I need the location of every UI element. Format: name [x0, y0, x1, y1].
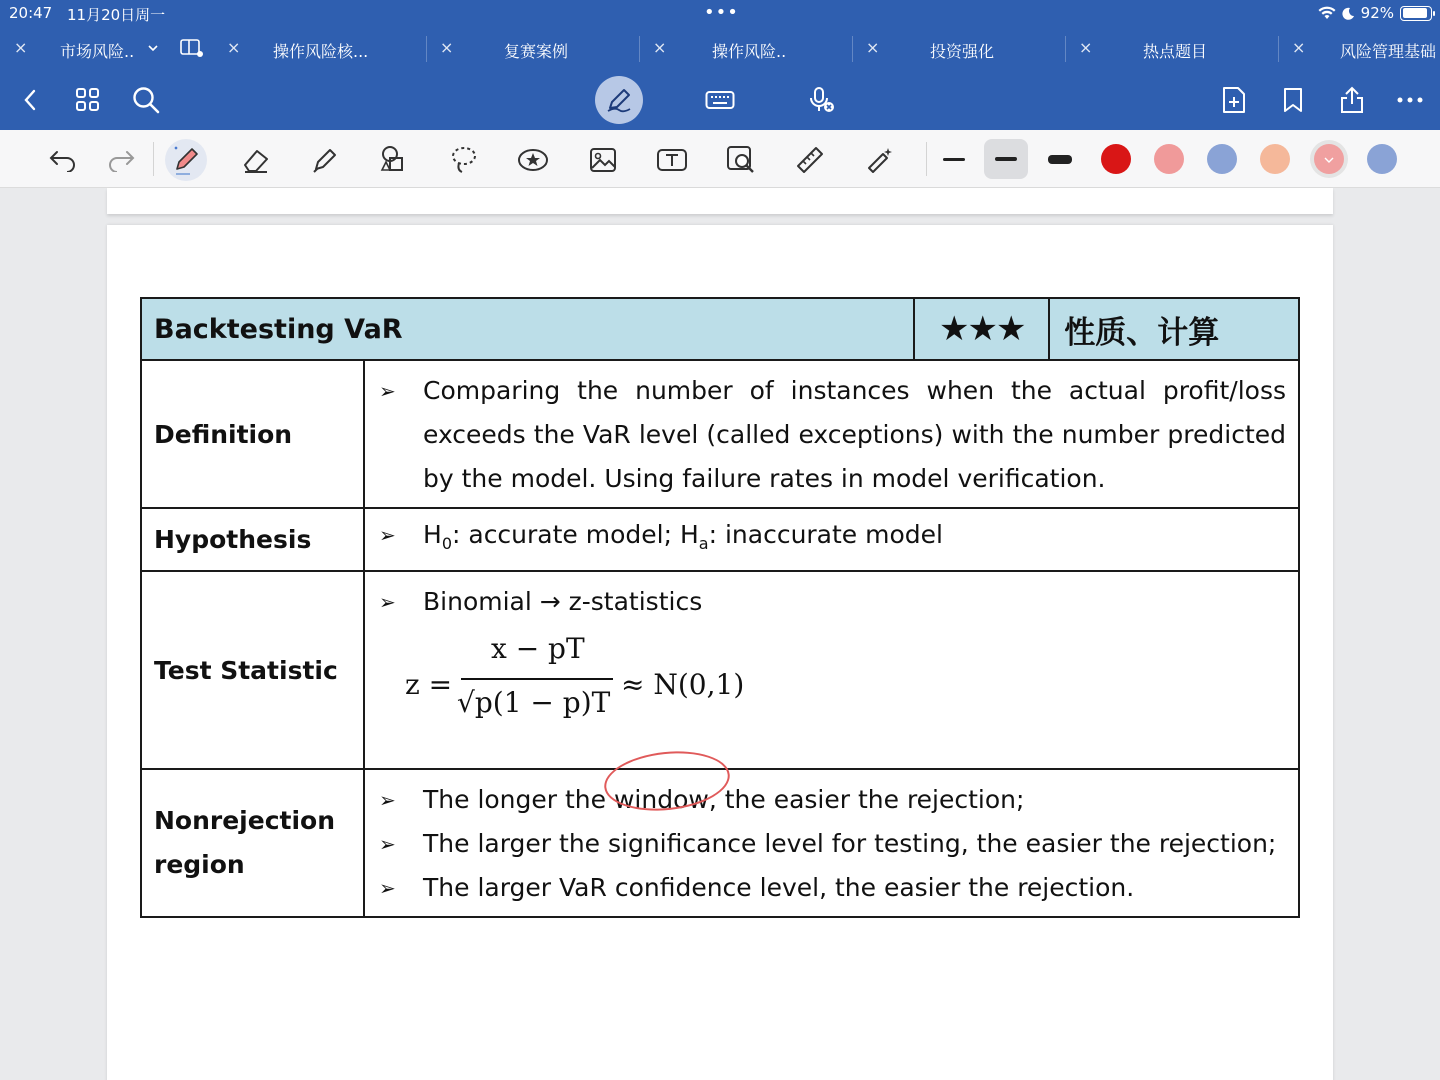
tab-label: 操作风险.. [712, 42, 787, 61]
tab-divider [1065, 36, 1066, 62]
multitask-dots[interactable]: ••• [704, 2, 739, 23]
stroke-thin[interactable] [932, 139, 976, 179]
label-line: Nonrejection [154, 806, 336, 835]
table-row [141, 508, 1299, 571]
search-icon [132, 86, 160, 114]
main-toolbar [0, 70, 1440, 130]
previous-page [107, 188, 1333, 214]
lasso-icon [449, 145, 479, 175]
search-button[interactable] [124, 78, 168, 122]
status-time: 20:47 [9, 4, 53, 22]
formula-numerator: x − pT [491, 632, 585, 665]
add-page-icon [1221, 85, 1247, 115]
battery-icon [1400, 6, 1432, 21]
zoom-icon [726, 145, 756, 175]
tab-divider [639, 36, 640, 62]
back-button[interactable] [8, 78, 52, 122]
tab-label: 风险管理基础 [1340, 42, 1437, 61]
tab-2[interactable] [426, 28, 639, 70]
status-right [1318, 4, 1432, 22]
bullet-item [377, 866, 1286, 910]
mic-button[interactable] [800, 78, 844, 122]
knowledge-table [140, 297, 1300, 918]
formula-rhs: ≈ N(0,1) [621, 668, 745, 701]
pen-tool[interactable] [165, 139, 207, 181]
bullet-arrow-icon: ➢ [379, 379, 396, 403]
more-button[interactable] [1388, 78, 1432, 122]
image-tool[interactable] [582, 139, 624, 181]
highlighter-tool[interactable] [304, 139, 346, 181]
mic-off-icon [807, 85, 837, 115]
h0-symbol: H [423, 520, 442, 549]
chevron-down-icon [1324, 156, 1334, 164]
tab-divider [1278, 36, 1279, 62]
sticker-icon [517, 147, 549, 173]
app-chrome [0, 0, 1440, 130]
table-topic: 性质、计算 [1049, 298, 1299, 360]
lasso-tool[interactable] [443, 139, 485, 181]
nonrejection-item: The larger VaR confidence level, the easier the rejection. [423, 873, 1135, 902]
bookmark-button[interactable] [1271, 78, 1315, 122]
tab-label: 投资强化 [930, 42, 995, 61]
status-bar [0, 0, 1440, 28]
fraction-bar [461, 678, 613, 680]
tab-close-icon[interactable]: × [1292, 38, 1306, 57]
tab-divider [426, 36, 427, 62]
tab-4[interactable] [852, 28, 1065, 70]
ruler-tool[interactable] [789, 139, 831, 181]
zoom-tool[interactable] [720, 139, 762, 181]
bookmark-icon [1282, 86, 1304, 114]
undo-button[interactable] [42, 139, 84, 181]
row-label-hypothesis: Hypothesis [141, 508, 364, 571]
table-row [141, 571, 1299, 769]
highlighter-icon [310, 145, 340, 175]
split-view-icon[interactable] [180, 38, 204, 58]
redo-icon [106, 148, 136, 172]
tab-1[interactable] [213, 28, 426, 70]
tab-close-icon[interactable]: × [653, 38, 667, 57]
chevron-down-icon[interactable] [147, 43, 159, 53]
battery-percent: 92% [1360, 4, 1394, 22]
bullet-item [377, 822, 1286, 866]
tab-close-icon[interactable]: × [440, 38, 454, 57]
nonrejection-item: The larger the significance level for testing, the easier the rejection; [423, 829, 1277, 858]
tab-close-icon[interactable]: × [14, 38, 28, 57]
laser-tool[interactable] [859, 139, 901, 181]
nonrejection-item: The longer the window, the easier the rejection; [423, 785, 1025, 814]
formula-denominator: √p(1 − p)T [457, 686, 611, 719]
row-label-test-statistic: Test Statistic [141, 571, 364, 769]
tab-5[interactable] [1065, 28, 1278, 70]
ha-text: : inaccurate model [708, 520, 943, 549]
sticker-tool[interactable] [512, 139, 554, 181]
bullet-item [377, 513, 1286, 566]
grid-button[interactable] [66, 78, 110, 122]
table-header-row [141, 298, 1299, 360]
bullet-arrow-icon: ➢ [379, 788, 396, 812]
eraser-tool[interactable] [235, 139, 277, 181]
add-page-button[interactable] [1212, 78, 1256, 122]
h0-text: : accurate model; [452, 520, 680, 549]
bullet-item [377, 580, 1286, 624]
redo-button[interactable] [100, 139, 142, 181]
status-date: 11月20日周一 [67, 6, 166, 24]
table-row [141, 360, 1299, 508]
pen-mode-button[interactable] [595, 76, 643, 124]
tab-label: 热点题目 [1143, 42, 1208, 61]
row-body-hypothesis [364, 508, 1299, 571]
laser-icon [864, 144, 896, 176]
tab-bar [0, 28, 1440, 70]
tab-0[interactable] [0, 28, 213, 70]
row-body-test-statistic [364, 571, 1299, 769]
bullet-arrow-icon: ➢ [379, 523, 396, 547]
stroke-medium[interactable] [984, 139, 1028, 179]
bullet-arrow-icon: ➢ [379, 832, 396, 856]
label-line: region [154, 850, 245, 879]
ha-symbol: H [679, 520, 699, 549]
ruler-icon [794, 144, 826, 176]
row-label-nonrejection [141, 769, 364, 917]
color-swatch-blue[interactable] [1207, 144, 1237, 174]
test-statistic-text: Binomial → z-statistics [423, 587, 703, 616]
tab-label: 操作风险核... [273, 42, 369, 61]
shapes-icon [378, 144, 410, 176]
definition-text: Comparing the number of instances when the actual profit/loss exceeds the VaR level (called exceptions) with the number predicted by the model. Using failure rates in model verification. [423, 376, 1286, 493]
text-icon [656, 148, 688, 172]
tab-close-icon[interactable]: × [227, 38, 241, 57]
keyboard-icon [705, 89, 735, 111]
table-title: Backtesting VaR [141, 298, 914, 360]
tab-divider [852, 36, 853, 62]
bullet-arrow-icon: ➢ [379, 876, 396, 900]
row-body-definition [364, 360, 1299, 508]
image-icon [589, 147, 617, 173]
keyboard-button[interactable] [698, 78, 742, 122]
hypothesis-text [423, 513, 1286, 566]
shapes-tool[interactable] [373, 139, 415, 181]
tab-close-icon[interactable]: × [866, 38, 880, 57]
color-swatch-periwinkle[interactable] [1367, 144, 1397, 174]
share-button[interactable] [1330, 78, 1374, 122]
chevron-left-icon [22, 88, 38, 112]
battery-fill [1403, 8, 1428, 18]
color-swatch-peach[interactable] [1260, 144, 1290, 174]
toolbar-divider [153, 142, 154, 176]
toolbar-divider [926, 142, 927, 176]
color-swatch-rose[interactable] [1314, 144, 1344, 174]
bullet-item [377, 778, 1286, 822]
tab-6[interactable] [1278, 28, 1440, 70]
grid-icon [75, 87, 101, 113]
wifi-icon [1318, 6, 1336, 20]
row-label-definition: Definition [141, 360, 364, 508]
h0-subscript: 0 [441, 534, 452, 553]
text-tool[interactable] [651, 139, 693, 181]
tab-3[interactable] [639, 28, 852, 70]
stroke-thick[interactable] [1038, 139, 1082, 179]
ha-subscript: a [698, 534, 709, 553]
color-swatch-red[interactable] [1101, 144, 1131, 174]
undo-icon [48, 148, 78, 172]
tab-close-icon[interactable]: × [1079, 38, 1093, 57]
eraser-icon [241, 145, 271, 175]
more-icon [1397, 97, 1423, 103]
pen-icon [605, 86, 633, 114]
color-swatch-pink[interactable] [1154, 144, 1184, 174]
tab-label: 复赛案例 [504, 42, 569, 61]
bullet-arrow-icon: ➢ [379, 590, 396, 614]
pen-icon [170, 144, 202, 176]
moon-icon [1342, 7, 1355, 20]
z-formula [377, 624, 1286, 744]
row-body-nonrejection [364, 769, 1299, 917]
share-icon [1338, 85, 1366, 115]
bullet-item [377, 369, 1286, 501]
formula-lhs: z = [405, 668, 453, 701]
difficulty-stars: ★★★ [914, 298, 1049, 360]
tab-label: 市场风险.. [60, 42, 135, 61]
